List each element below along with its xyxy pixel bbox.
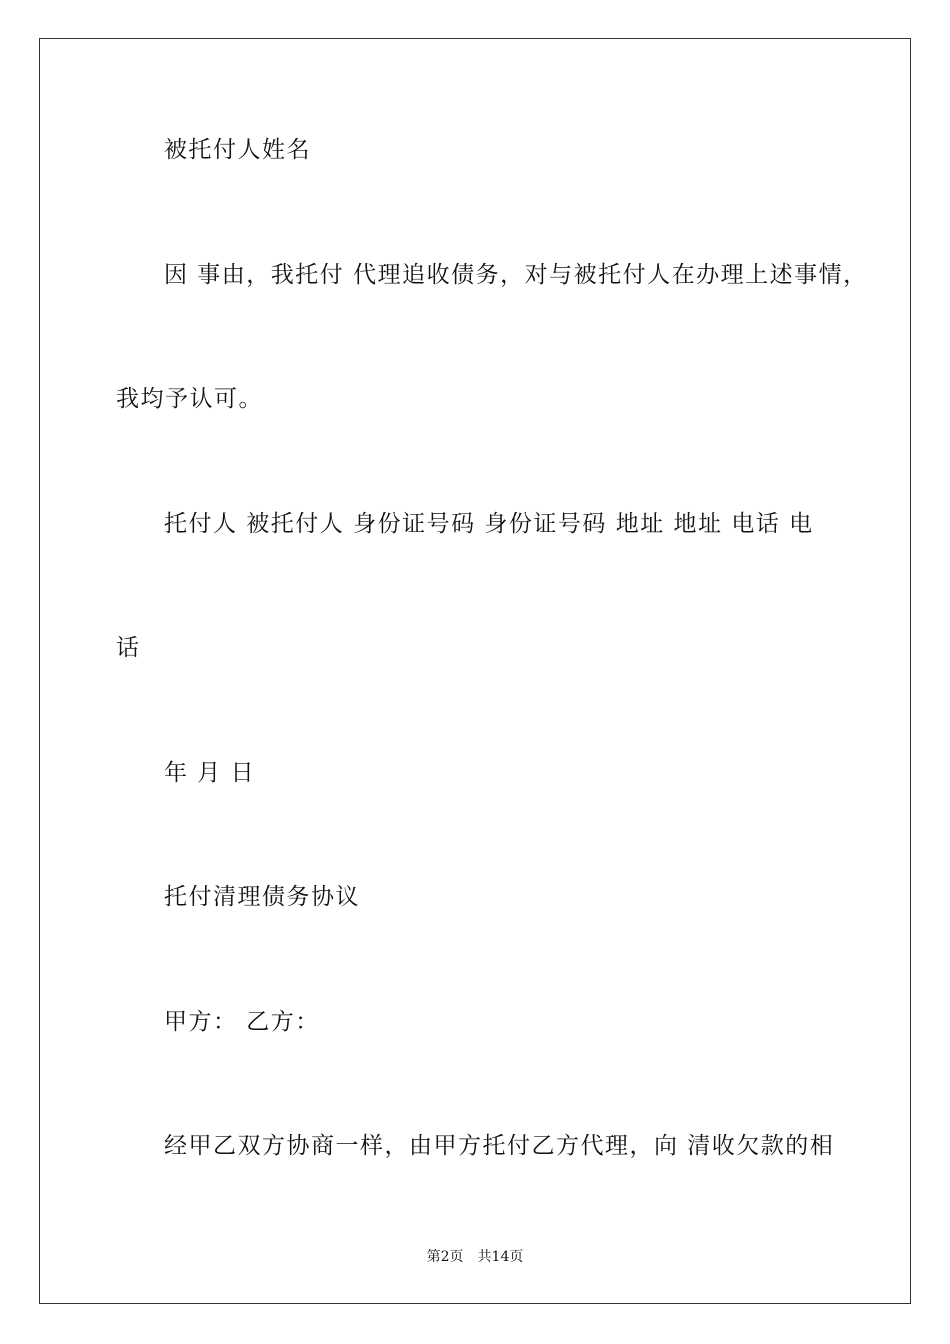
text-line: 因 事由，我托付 代理追收债务，对与被托付人在办理上述事情， — [164, 262, 868, 288]
page-footer — [0, 1250, 950, 1264]
text-line: 被托付人姓名 — [164, 137, 311, 163]
text-line: 我均予认可。 — [116, 386, 263, 412]
page-number: 第2页 — [426, 1249, 464, 1265]
text-line: 托付清理债务协议 — [164, 884, 360, 910]
text-line: 年 月 日 — [164, 760, 256, 786]
text-line: 托付人 被托付人 身份证号码 身份证号码 地址 地址 电话 电 — [164, 511, 814, 537]
page-frame — [39, 38, 911, 1304]
page-total: 共14页 — [477, 1249, 524, 1265]
text-line: 经甲乙双方协商一样，由甲方托付乙方代理，向 清收欠款的相 — [164, 1133, 835, 1159]
text-line: 话 — [116, 635, 141, 661]
text-line: 甲方： 乙方： — [164, 1009, 320, 1035]
